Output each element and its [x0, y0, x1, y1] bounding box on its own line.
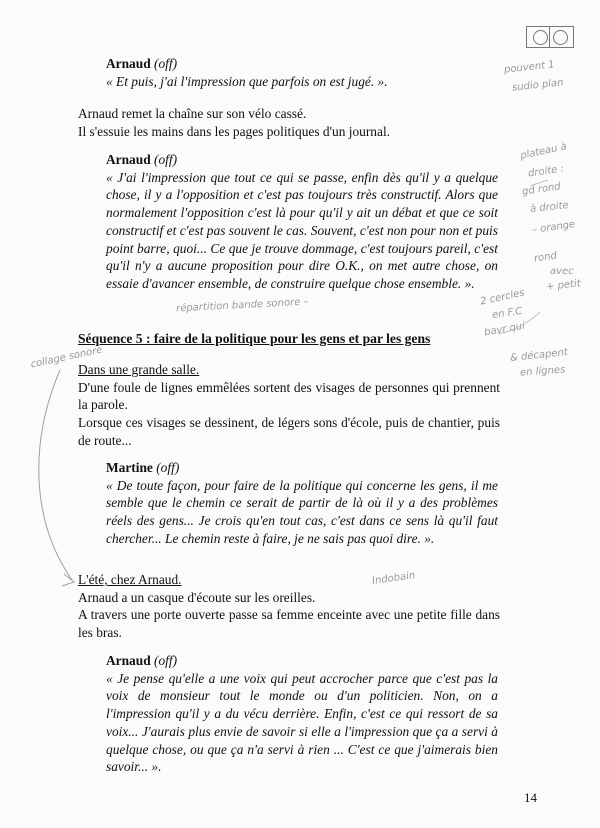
action-line: Il s'essuie les mains dans les pages politiques d'un journal. — [78, 123, 391, 139]
dialogue-quote: « J'ai l'impression que tout ce qui se passe, enfin dès qu'il y a quelque chose, il y a l'opposition et c'est pas toujours très constructif. Alors que normalement l'opposition c'est là pour qu'il y ait un débat et que ce soit constructif et c'est pas souvent le cas. Souvent, c'est non pour non et puis point barre, quoi... Ce que je trouve dommage, c'est toujours pareil, c'est qu'il n'y a aucune proposition pour dire O.K., on met autre chose, on essaie d'avancer ensemble, de construire quelque chose ensemble. ». — [106, 169, 498, 291]
handwritten-note: bavr qui — [483, 320, 526, 339]
dialogue-quote: « Je pense qu'elle a une voix qui peut accrocher parce que c'est pas la voix de monsieur tout le monde ou d'un politicien. Non, on a l'impression qu'il y a du vécu derrière. Enfin, c'est ce qui ressort de sa voix... J'aurais plus envie de savoir si elle a l'impression que ça a servi à quelque chose, ou que ça n'a servi à rien ... C'est ce que j'aimerais bien savoir... ». — [106, 670, 498, 775]
scene-heading: L'été, chez Arnaud. — [78, 572, 182, 587]
handwritten-note: – orange — [531, 219, 576, 236]
handwritten-note: avec — [550, 266, 574, 277]
handwritten-note: gd rond — [521, 181, 562, 198]
speaker-tag: (off) — [154, 653, 178, 668]
handwritten-note: droite : — [527, 163, 565, 180]
action-paragraph-1 — [78, 105, 498, 140]
speaker-name: Arnaud — [106, 152, 151, 167]
handwritten-note: Indobain — [371, 570, 416, 587]
handwritten-note: & décapent — [509, 347, 569, 364]
handwritten-note: sudio plan — [511, 77, 564, 94]
handwritten-note: rond — [533, 250, 558, 265]
handwritten-note: répartition bande sonore – — [175, 296, 309, 315]
scene-block-2 — [78, 571, 500, 642]
handwritten-note: + petit — [545, 278, 582, 293]
scene-text: Lorsque ces visages se dessinent, de légers sons d'école, puis de chantier, puis de route... — [78, 415, 500, 448]
scene-text: A travers une porte ouverte passe sa femme enceinte avec une petite fille dans les bras. — [78, 607, 500, 641]
scene-text: D'une foule de lignes emmêlées sortent des visages de personnes qui prennent la parole. — [78, 379, 500, 413]
handwritten-note: plateau à — [519, 141, 568, 162]
dialogue-block-2 — [106, 151, 498, 293]
handwritten-note: 2 cercles — [479, 287, 526, 308]
handwritten-note: en lignes — [519, 364, 566, 379]
dialogue-block-4 — [106, 652, 498, 776]
handwritten-note: à droite — [529, 200, 570, 215]
speaker-tag: (off) — [156, 460, 180, 475]
sequence-heading: Séquence 5 : faire de la politique pour les gens et par les gens — [78, 331, 431, 346]
speaker-name: Martine — [106, 460, 153, 475]
handwritten-note: collage sonore — [29, 344, 104, 371]
handwritten-note: en F.C — [491, 305, 523, 322]
dialogue-block-1 — [106, 55, 431, 90]
dialogue-block-3 — [106, 459, 498, 548]
page-number: 14 — [524, 790, 537, 805]
speaker-name: Arnaud — [106, 653, 151, 668]
handwritten-note: pouvent 1 — [503, 59, 556, 76]
scene-heading: Dans une grande salle. — [78, 362, 200, 377]
speaker-tag: (off) — [154, 56, 178, 71]
dialogue-quote: « De toute façon, pour faire de la politique qui concerne les gens, il me semble que le chemin ce serait de partir de là où il y a des problèmes réels des gens... Je crois qu'en tout cas, c'est dans ce sens là qu'il faut chercher... Le chemin reste à faire, je ne sais pas quoi dire. ». — [106, 477, 498, 546]
dialogue-quote: « Et puis, j'ai l'impression que parfois on est jugé. ». — [106, 73, 388, 89]
speaker-tag: (off) — [154, 152, 178, 167]
storyboard-frame-icon — [526, 26, 574, 48]
scene-block-1 — [78, 361, 500, 450]
speaker-name: Arnaud — [106, 56, 151, 71]
scene-text: Arnaud a un casque d'écoute sur les oreilles. — [78, 589, 316, 605]
action-line: Arnaud remet la chaîne sur son vélo cassé. — [78, 106, 307, 121]
